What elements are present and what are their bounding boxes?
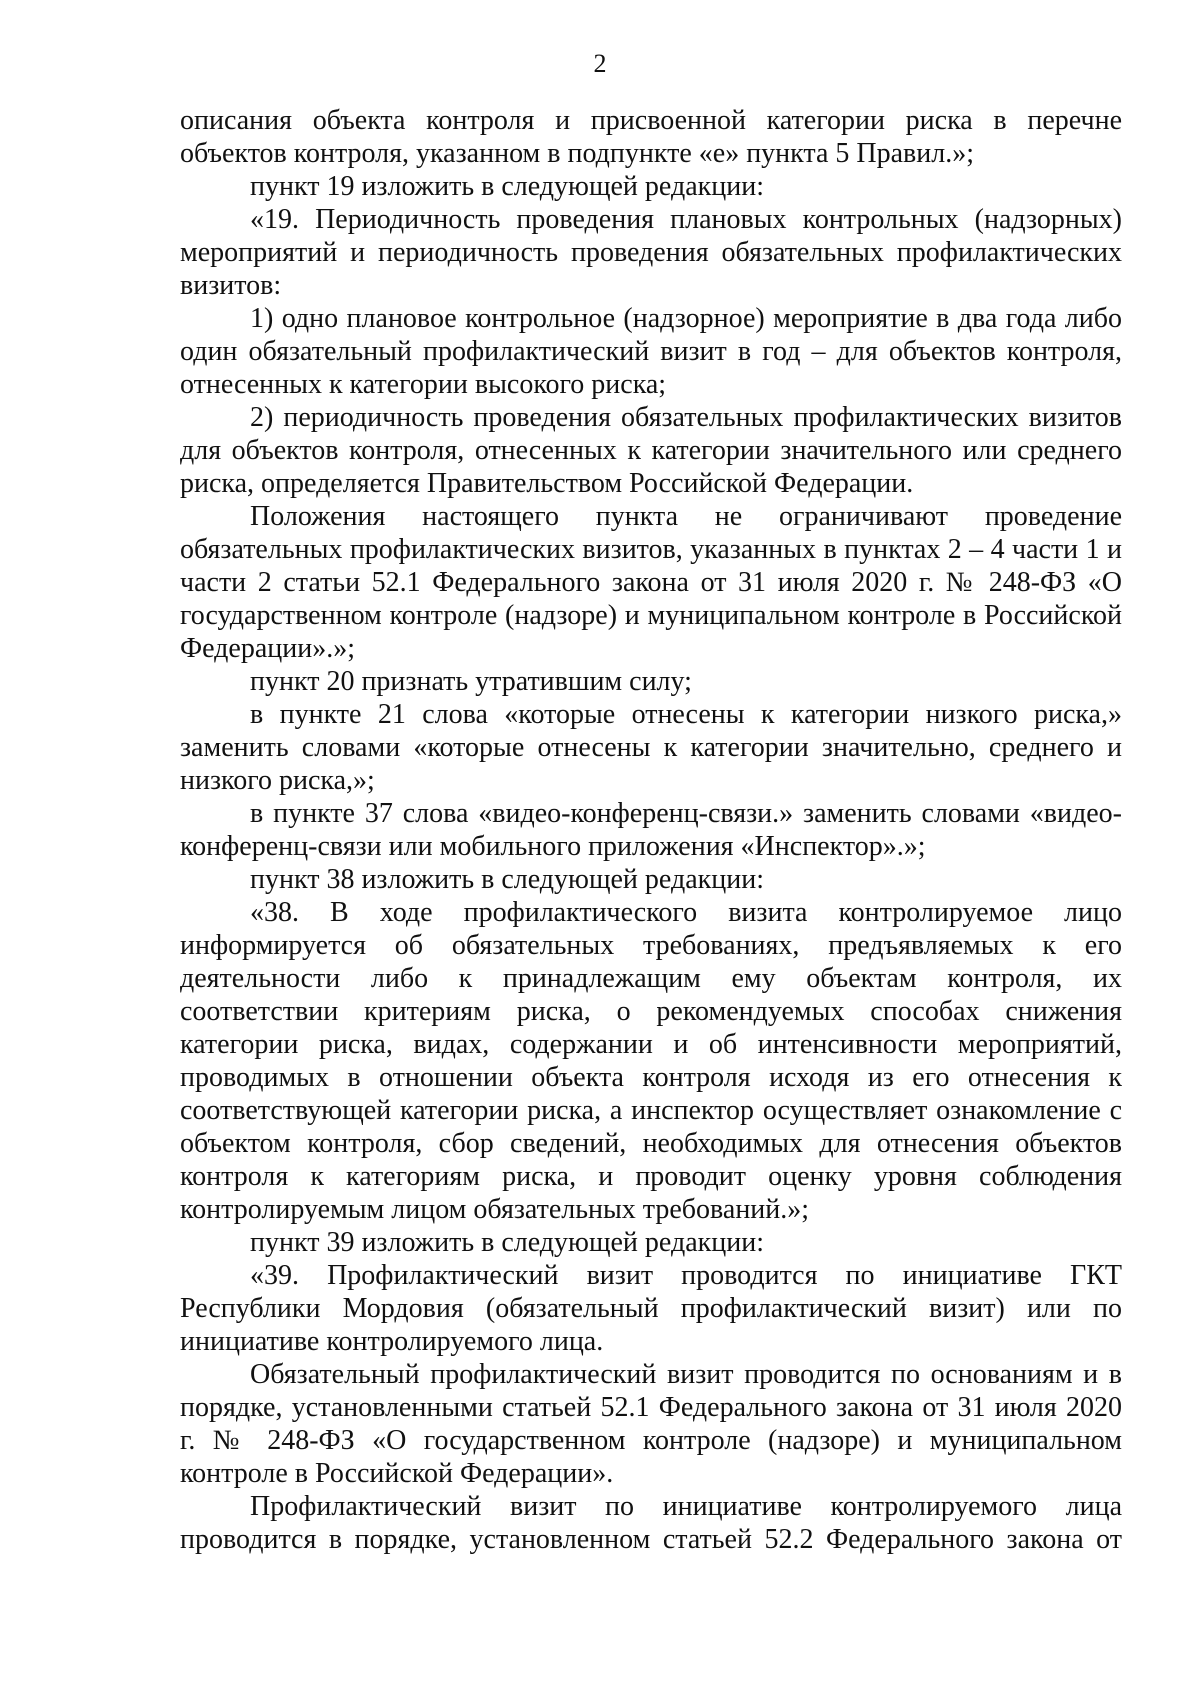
paragraph-instruction-19: пункт 19 изложить в следующей редакции: <box>250 171 764 202</box>
paragraph-clause-38: «38. В ходе профилактического визита контролируемое лицо информируется об обязательных требованиях, предъявляемых к его деятельности либо к принадлежащим ему объектам контроля, их соответствии критериям риска, о рекомендуемых способах снижения категории риска, видах, содержании и об интенсивности мероприятий, проводимых в отношении объекта контроля исходя из его отнесения к соответствующей категории риска, а инспектор осуществляет ознакомление с объектом контроля, сбор сведений, необходимых для отнесения объектов контроля к категориям риска, и проводит оценку уровня соблюдения контролируемым лицом обязательных требований.»; <box>180 897 1122 1225</box>
paragraph-instruction-21: в пункте 21 слова «которые отнесены к категории низкого риска,» заменить словами «которые отнесены к категории значительно, среднего и низкого риска,»; <box>180 699 1122 796</box>
paragraph-clause-19: «19. Периодичность проведения плановых контрольных (надзорных) мероприятий и периодичность проведения обязательных профилактических визитов: <box>180 204 1122 301</box>
paragraph-instruction-37: в пункте 37 слова «видео-конференц-связи.» заменить словами «видео-конференц-связи или мобильного приложения «Инспектор».»; <box>180 798 1122 862</box>
paragraph-voluntary-visit: Профилактический визит по инициативе контролируемого лица проводится в порядке, установленном статьей 52.2 Федерального закона от <box>180 1491 1122 1555</box>
paragraph-instruction-39: пункт 39 изложить в следующей редакции: <box>250 1227 764 1258</box>
paragraph-instruction-38: пункт 38 изложить в следующей редакции: <box>250 864 764 895</box>
paragraph-mandatory-visit: Обязательный профилактический визит проводится по основаниям и в порядке, установленными статьей 52.1 Федерального закона от 31 июля 2020 г. № 248-ФЗ «О государственном контроле (надзоре) и муниципальном контроле в Российской Федерации». <box>180 1359 1122 1489</box>
paragraph-item-1: 1) одно плановое контрольное (надзорное) мероприятие в два года либо один обязательный профилактический визит в год – для объектов контроля, отнесенных к категории высокого риска; <box>180 303 1122 400</box>
paragraph-instruction-20: пункт 20 признать утратившим силу; <box>250 666 692 697</box>
document-body <box>180 104 1122 1556</box>
paragraph-provisions: Положения настоящего пункта не ограничивают проведение обязательных профилактических визитов, указанных в пунктах 2 – 4 части 1 и части 2 статьи 52.1 Федерального закона от 31 июля 2020 г. № 248-ФЗ «О государственном контроле (надзоре) и муниципальном контроле в Российской Федерации».»; <box>180 501 1122 664</box>
page-number: 2 <box>593 49 607 78</box>
paragraph-clause-39: «39. Профилактический визит проводится по инициативе ГКТ Республики Мордовия (обязательный профилактический визит) или по инициативе контролируемого лица. <box>180 1260 1122 1357</box>
paragraph-continuation: описания объекта контроля и присвоенной категории риска в перечне объектов контроля, указанном в подпункте «е» пункта 5 Правил.»; <box>180 105 1122 169</box>
paragraph-item-2: 2) периодичность проведения обязательных профилактических визитов для объектов контроля, отнесенных к категории значительного или среднего риска, определяется Правительством Российской Федерации. <box>180 402 1122 499</box>
